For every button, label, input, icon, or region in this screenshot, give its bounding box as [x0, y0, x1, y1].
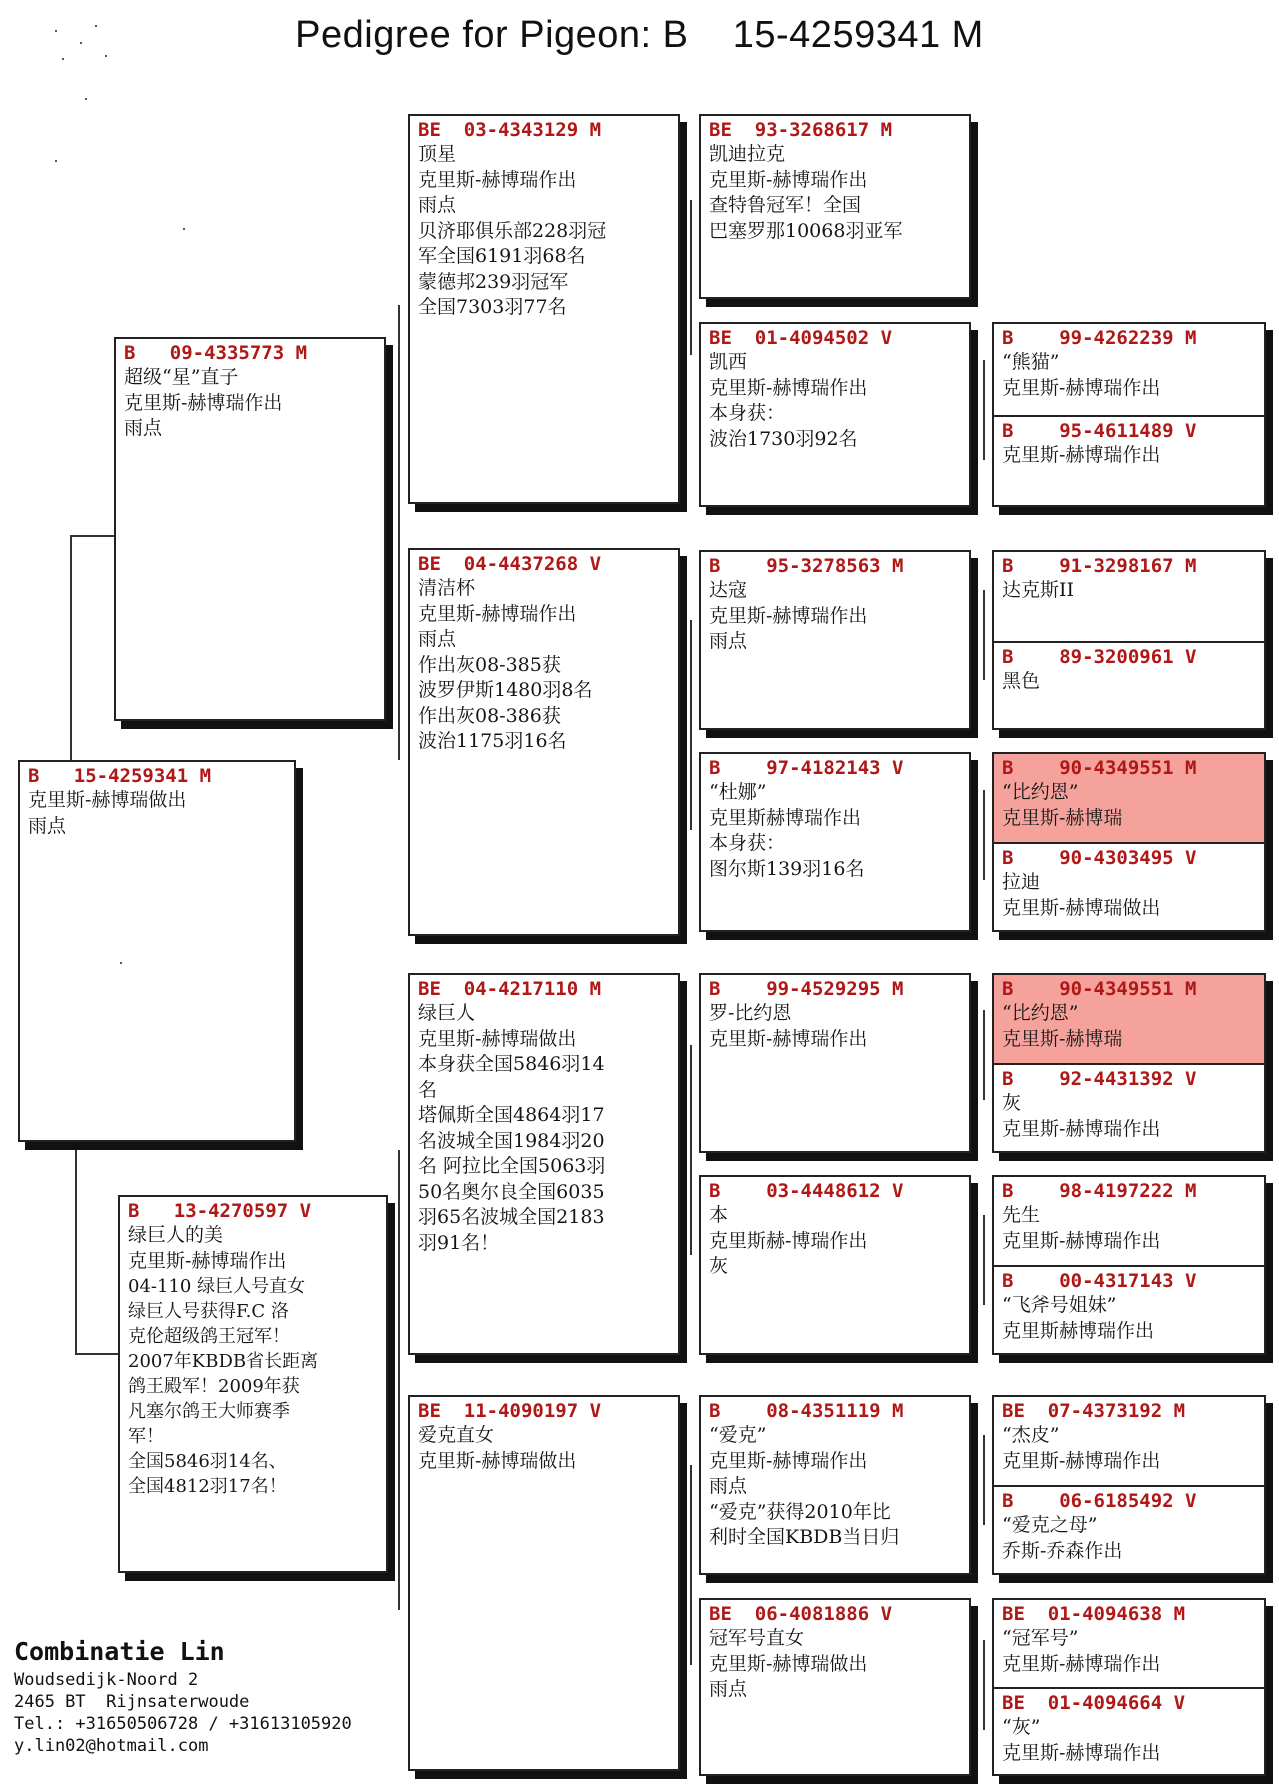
- card-line: 利时全国KBDB当日归: [709, 1526, 900, 1548]
- card-line: 乔斯-乔森作出: [1002, 1539, 1123, 1562]
- card-line: 克里斯-赫博瑞作出: [1002, 376, 1161, 399]
- card-line: “飞斧号姐妹”: [1002, 1294, 1117, 1316]
- ring-number: B 15-4259341 M: [28, 765, 212, 787]
- card-line: 雨点: [709, 1678, 748, 1700]
- connector-line: [70, 535, 114, 537]
- pedigree-card-great-grandparent: [699, 973, 971, 1153]
- scan-speck: [55, 160, 57, 162]
- sire-section: [116, 339, 384, 719]
- footer-contact: [14, 1635, 352, 1757]
- connector-line: [690, 1045, 692, 1255]
- gggp-section: [994, 1600, 1264, 1687]
- card-line: 2007年KBDB省长距离: [128, 1351, 319, 1372]
- ring-number: B 95-4611489 V: [1002, 420, 1197, 442]
- card-line: 50名奥尔良全国6035: [418, 1180, 605, 1203]
- ggp3-section: [701, 552, 969, 728]
- ring-number: BE 11-4090197 V: [418, 1400, 602, 1422]
- card-line: 雨点: [709, 1475, 748, 1497]
- connector-line: [983, 790, 985, 880]
- pedigree-card-great-grandparent: [699, 550, 971, 730]
- gggp-section: [994, 842, 1264, 932]
- card-line: 克里斯-赫博瑞作出: [1002, 1741, 1161, 1764]
- card-line: 军全国6191羽68名: [418, 245, 586, 267]
- gggp-section-highlighted: [994, 754, 1264, 842]
- card-line: 雨点: [418, 628, 457, 650]
- ggp5-section: [701, 975, 969, 1151]
- connector-line: [983, 1215, 985, 1305]
- ggp8-section: [701, 1600, 969, 1774]
- connector-line: [70, 535, 72, 760]
- gp3-section: [410, 975, 678, 1353]
- connector-line: [398, 1150, 400, 1610]
- card-line: 全国4812羽17名！: [128, 1476, 287, 1497]
- address-line: Woudsedijk-Noord 2: [14, 1670, 199, 1690]
- card-line: 本身获：: [709, 402, 786, 424]
- pedigree-card-sire: [114, 337, 386, 721]
- gggp-section-highlighted: [994, 975, 1264, 1063]
- card-line: “杰皮”: [1002, 1424, 1060, 1446]
- card-line: “爱克”获得2010年比: [709, 1500, 891, 1523]
- pedigree-card-pair: [992, 973, 1266, 1153]
- card-line: 达克斯II: [1002, 579, 1075, 601]
- subject-section: [20, 762, 294, 1140]
- ring-number: B 06-6185492 V: [1002, 1490, 1197, 1512]
- card-line: “熊猫”: [1002, 351, 1060, 373]
- page-title: [0, 14, 1279, 57]
- gggp-section: [994, 1397, 1264, 1485]
- card-line: 克里斯-赫博瑞作出: [1002, 1229, 1161, 1252]
- card-line: 雨点: [124, 417, 163, 439]
- ring-number: BE 93-3268617 M: [709, 119, 893, 141]
- gggp-section: [994, 415, 1264, 507]
- scan-speck: [183, 228, 185, 230]
- pedigree-card-dam: [118, 1195, 388, 1573]
- gggp-section: [994, 324, 1264, 415]
- connector-line: [983, 590, 985, 680]
- connector-line: [690, 200, 692, 355]
- card-line: 克里斯-赫博瑞做出: [418, 1027, 577, 1050]
- ring-number: BE 01-4094638 M: [1002, 1603, 1186, 1625]
- card-line: “冠军号”: [1002, 1627, 1079, 1649]
- card-line: 名波城全国1984羽20: [418, 1129, 605, 1152]
- card-line: “灰”: [1002, 1716, 1041, 1738]
- pedigree-card-great-grandparent: [699, 114, 971, 299]
- connector-line: [983, 1010, 985, 1100]
- card-line: 全国5846羽14名、: [128, 1451, 287, 1472]
- card-line: 波罗伊斯1480羽8名: [418, 679, 593, 701]
- card-line: 克里斯-赫博瑞作出: [709, 1027, 868, 1050]
- card-line: 灰: [1002, 1092, 1022, 1114]
- loft-name: Combinatie Lin: [14, 1637, 225, 1666]
- ring-number: B 95-3278563 M: [709, 555, 904, 577]
- gggp-section: [994, 552, 1264, 641]
- card-line: 04-110 绿巨人号直女: [128, 1276, 306, 1297]
- pedigree-card-pair: [992, 752, 1266, 932]
- connector-line: [983, 360, 985, 460]
- pedigree-card-great-grandparent: [699, 322, 971, 507]
- card-line: 作出灰08-386获: [418, 704, 561, 727]
- ggp1-section: [701, 116, 969, 297]
- gggp-section: [994, 641, 1264, 730]
- scan-speck: [95, 25, 97, 27]
- ring-number: B 91-3298167 M: [1002, 555, 1197, 577]
- card-line: 克里斯-赫博瑞作出: [418, 168, 577, 191]
- card-line: “比约恩”: [1002, 1002, 1079, 1024]
- card-line: 军！: [128, 1426, 164, 1447]
- card-line: 塔佩斯全国4864羽17: [418, 1104, 605, 1126]
- card-line: 达寇: [709, 579, 748, 601]
- card-line: 克里斯-赫博瑞: [1002, 1027, 1123, 1050]
- card-line: “爱克”: [709, 1424, 767, 1446]
- card-line: 本身获：: [709, 832, 786, 854]
- gggp-section: [994, 1177, 1264, 1265]
- card-line: 作出灰08-385获: [418, 653, 561, 676]
- card-line: 蒙德邦239羽冠军: [418, 270, 569, 293]
- pedigree-card-great-grandparent: [699, 1598, 971, 1776]
- card-line: 雨点: [418, 194, 457, 216]
- card-line: “比约恩”: [1002, 781, 1079, 803]
- card-line: 绿巨人的美: [128, 1224, 224, 1246]
- connector-line: [75, 1353, 119, 1355]
- ring-number: B 92-4431392 V: [1002, 1068, 1197, 1090]
- email-line: y.lin02@hotmail.com: [14, 1736, 209, 1756]
- ring-number: BE 01-4094664 V: [1002, 1692, 1186, 1714]
- pedigree-card-great-grandparent: [699, 1395, 971, 1575]
- scan-speck: [80, 42, 82, 44]
- pedigree-card-pair: [992, 550, 1266, 730]
- pedigree-card-pair: [992, 1598, 1266, 1776]
- scan-speck: [85, 98, 87, 100]
- pedigree-card-grandparent: [408, 548, 680, 936]
- card-line: 冠军号直女: [709, 1627, 805, 1649]
- connector-line: [690, 620, 692, 830]
- ring-number: B 03-4448612 V: [709, 1180, 904, 1202]
- ring-number: B 90-4303495 V: [1002, 847, 1197, 869]
- gp2-section: [410, 550, 678, 934]
- card-line: 黑色: [1002, 670, 1041, 692]
- card-line: 克里斯-赫博瑞作出: [1002, 1117, 1161, 1140]
- card-line: 雨点: [28, 814, 67, 837]
- card-line: 本: [709, 1204, 729, 1226]
- card-line: 克里斯-赫博瑞做出: [418, 1449, 577, 1472]
- card-line: 克里斯-赫博瑞作出: [1002, 444, 1161, 466]
- card-line: “爱克之母”: [1002, 1514, 1098, 1536]
- ring-number: B 98-4197222 M: [1002, 1180, 1197, 1202]
- card-line: 羽91名！: [418, 1231, 500, 1254]
- card-line: 克里斯赫博瑞作出: [1002, 1319, 1155, 1342]
- pedigree-card-pair: [992, 1175, 1266, 1355]
- title-ring-number: B 15-4259341 M: [662, 14, 984, 56]
- ring-number: B 08-4351119 M: [709, 1400, 904, 1422]
- card-line: 克伦超级鸽王冠军！: [128, 1326, 290, 1347]
- scan-speck: [105, 55, 107, 57]
- ring-number: BE 06-4081886 V: [709, 1603, 893, 1625]
- card-line: 顶星: [418, 143, 457, 165]
- card-line: 克里斯-赫博瑞作出: [709, 1449, 868, 1472]
- pedigree-card-grandparent: [408, 114, 680, 504]
- card-line: 克里斯-赫博瑞作出: [128, 1249, 287, 1272]
- card-line: 罗-比约恩: [709, 1002, 792, 1024]
- gggp-section: [994, 1063, 1264, 1153]
- card-line: 克里斯-赫博瑞作出: [1002, 1449, 1161, 1472]
- pedigree-card-grandparent: [408, 1395, 680, 1771]
- connector-line: [690, 1465, 692, 1665]
- ring-number: B 00-4317143 V: [1002, 1270, 1197, 1292]
- address-line: 2465 BT Rijnsaterwoude: [14, 1692, 250, 1712]
- card-line: 克里斯-赫博瑞做出: [28, 789, 187, 811]
- pedigree-card-grandparent: [408, 973, 680, 1355]
- card-line: 名: [418, 1078, 438, 1101]
- card-line: 鸽王殿军！2009年获: [128, 1376, 300, 1397]
- card-line: 清洁杯: [418, 577, 476, 599]
- card-line: 克里斯-赫博瑞作出: [709, 604, 868, 627]
- gp1-section: [410, 116, 678, 502]
- ring-number: B 09-4335773 M: [124, 342, 308, 364]
- card-line: 查特鲁冠军！全国: [709, 194, 862, 216]
- card-line: 克里斯赫-博瑞作出: [709, 1229, 868, 1252]
- card-line: 克里斯-赫博瑞做出: [1002, 896, 1161, 919]
- gp4-section: [410, 1397, 678, 1769]
- ggp4-section: [701, 754, 969, 930]
- card-line: 凯迪拉克: [709, 143, 786, 165]
- pedigree-card-great-grandparent: [699, 752, 971, 932]
- scan-speck: [62, 58, 64, 60]
- card-line: 灰: [709, 1255, 729, 1277]
- card-line: 巴塞罗那10068羽亚军: [709, 219, 903, 242]
- title-label: Pedigree for Pigeon:: [295, 14, 652, 56]
- scan-speck: [55, 30, 57, 32]
- card-line: 绿巨人: [418, 1002, 476, 1024]
- connector-line: [983, 1640, 985, 1730]
- phone-line: Tel.: +31650506728 / +31613105920: [14, 1714, 352, 1734]
- ring-number: BE 04-4437268 V: [418, 553, 602, 575]
- card-line: “杜娜”: [709, 781, 767, 803]
- pedigree-card-pair: [992, 1395, 1266, 1575]
- ring-number: BE 04-4217110 M: [418, 978, 602, 1000]
- scan-speck: [120, 962, 122, 964]
- ring-number: B 90-4349551 M: [1002, 757, 1197, 779]
- gggp-section: [994, 1265, 1264, 1355]
- card-line: 克里斯-赫博瑞作出: [709, 168, 868, 191]
- card-line: 绿巨人号获得F.C 洛: [128, 1301, 289, 1322]
- card-line: 名 阿拉比全国5063羽: [418, 1155, 606, 1177]
- card-line: 爱克直女: [418, 1424, 495, 1446]
- card-line: 波治1175羽16名: [418, 730, 567, 752]
- card-line: 羽65名波城全国2183: [418, 1206, 605, 1228]
- card-line: 克里斯-赫博瑞作出: [709, 376, 868, 399]
- card-line: 克里斯-赫博瑞作出: [1002, 1652, 1161, 1675]
- ring-number: B 90-4349551 M: [1002, 978, 1197, 1000]
- ring-number: B 13-4270597 V: [128, 1200, 312, 1222]
- ggp6-section: [701, 1177, 969, 1353]
- ggp2-section: [701, 324, 969, 505]
- card-line: 先生: [1002, 1204, 1041, 1226]
- pedigree-card-subject: [18, 760, 296, 1142]
- card-line: 凯西: [709, 351, 748, 373]
- ring-number: BE 07-4373192 M: [1002, 1400, 1186, 1422]
- card-line: 凡塞尔鸽王大师赛季: [128, 1401, 290, 1422]
- dam-section: [120, 1197, 386, 1571]
- connector-line: [75, 1145, 77, 1355]
- card-line: 本身获全国5846羽14: [418, 1053, 605, 1075]
- ring-number: B 97-4182143 V: [709, 757, 904, 779]
- ggp7-section: [701, 1397, 969, 1573]
- card-line: 克里斯-赫博瑞作出: [418, 602, 577, 625]
- card-line: 克里斯赫博瑞作出: [709, 806, 862, 829]
- card-line: 全国7303羽77名: [418, 296, 567, 318]
- card-line: 贝济耶俱乐部228羽冠: [418, 219, 607, 242]
- connector-line: [398, 305, 400, 760]
- ring-number: BE 01-4094502 V: [709, 327, 893, 349]
- card-line: 超级“星”直子: [124, 366, 239, 388]
- card-line: 波治1730羽92名: [709, 427, 858, 450]
- ring-number: B 89-3200961 V: [1002, 646, 1197, 668]
- gggp-section: [994, 1485, 1264, 1575]
- card-line: 克里斯-赫博瑞: [1002, 806, 1123, 829]
- card-line: 克里斯-赫博瑞做出: [709, 1652, 868, 1675]
- card-line: 图尔斯139羽16名: [709, 857, 865, 880]
- pedigree-card-great-grandparent: [699, 1175, 971, 1355]
- ring-number: B 99-4529295 M: [709, 978, 904, 1000]
- connector-line: [983, 1435, 985, 1525]
- gggp-section: [994, 1687, 1264, 1776]
- ring-number: BE 03-4343129 M: [418, 119, 602, 141]
- pedigree-card-pair: [992, 322, 1266, 507]
- ring-number: B 99-4262239 M: [1002, 327, 1197, 349]
- card-line: 雨点: [709, 630, 748, 652]
- card-line: 拉迪: [1002, 871, 1041, 893]
- card-line: 克里斯-赫博瑞作出: [124, 391, 283, 414]
